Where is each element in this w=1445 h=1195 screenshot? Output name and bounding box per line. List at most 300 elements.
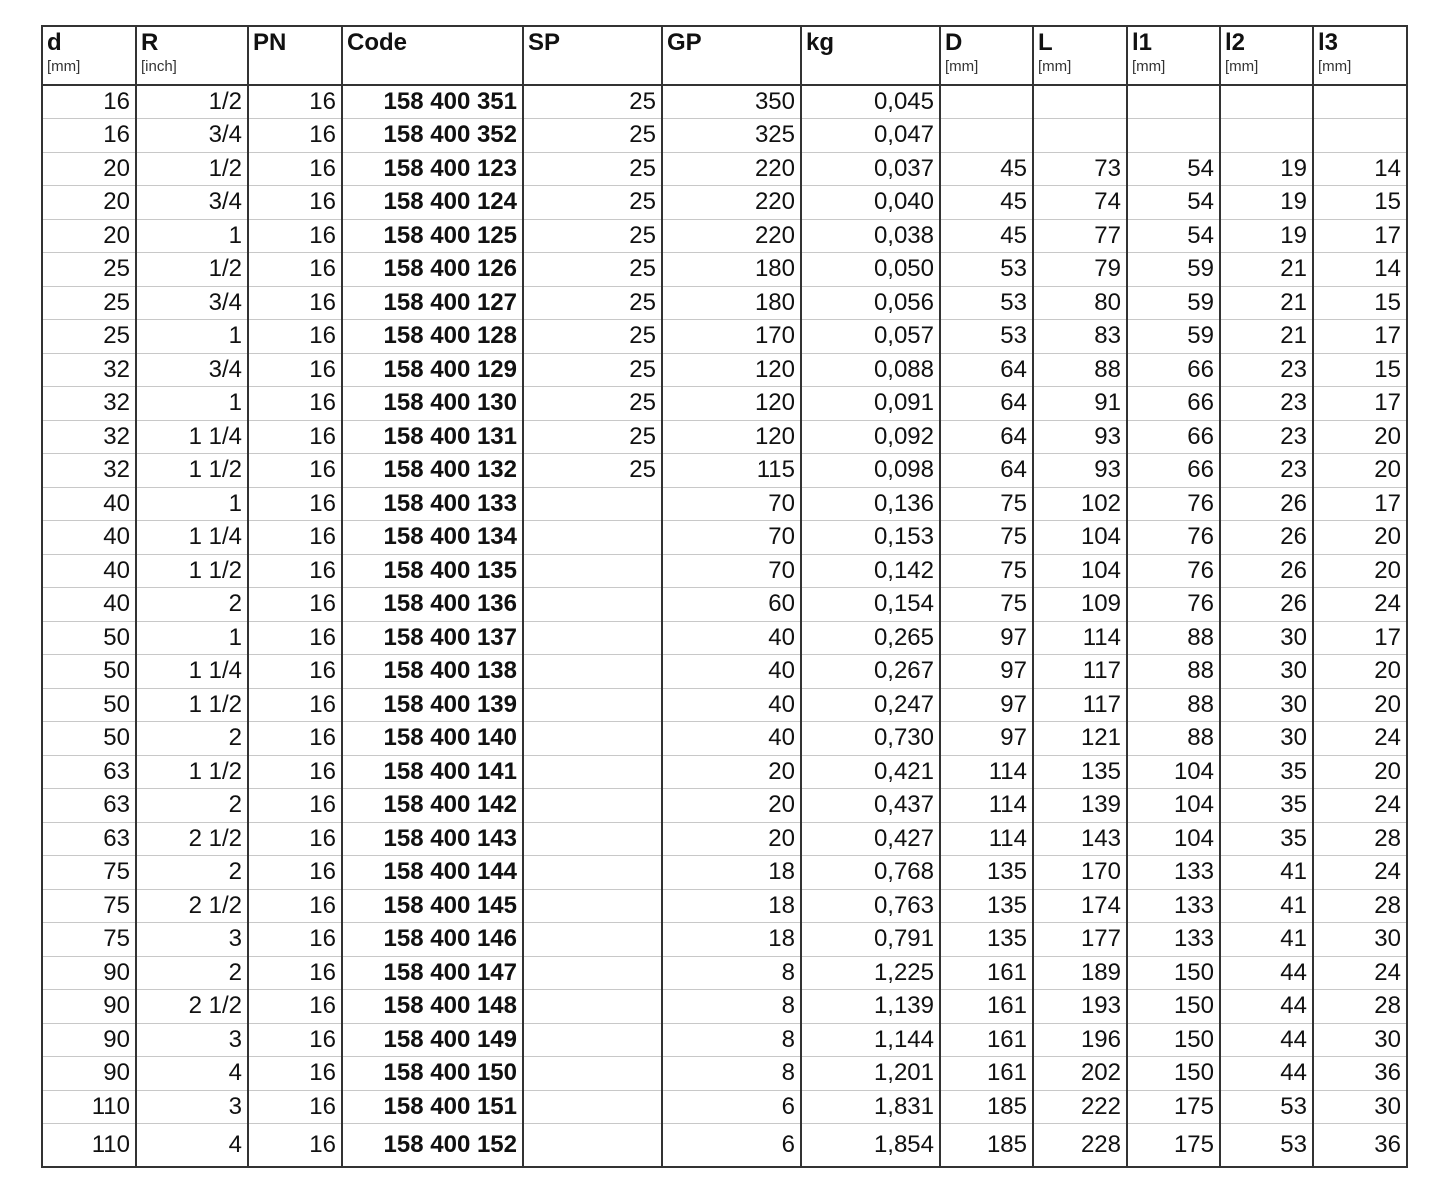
cell-pn: 16 — [248, 1090, 342, 1124]
cell-l3: 15 — [1313, 353, 1407, 387]
cell-gp: 70 — [662, 521, 801, 555]
cell-l1: 54 — [1127, 152, 1220, 186]
cell-d: 97 — [940, 621, 1033, 655]
cell-l: 80 — [1033, 286, 1127, 320]
cell-code: 158 400 130 — [342, 387, 523, 421]
cell-kg: 1,854 — [801, 1124, 940, 1167]
cell-l2: 44 — [1220, 990, 1313, 1024]
cell-l2: 23 — [1220, 387, 1313, 421]
cell-kg: 0,153 — [801, 521, 940, 555]
cell-l2: 30 — [1220, 655, 1313, 689]
cell-l3: 24 — [1313, 588, 1407, 622]
cell-code: 158 400 140 — [342, 722, 523, 756]
cell-l3: 20 — [1313, 454, 1407, 488]
cell-d: 185 — [940, 1124, 1033, 1167]
cell-pn: 16 — [248, 186, 342, 220]
cell-sp: 25 — [523, 353, 662, 387]
cell-l2 — [1220, 85, 1313, 119]
cell-l1: 76 — [1127, 521, 1220, 555]
table-row — [42, 253, 1407, 287]
cell-l2: 26 — [1220, 487, 1313, 521]
cell-code: 158 400 152 — [342, 1124, 523, 1167]
cell-kg: 0,265 — [801, 621, 940, 655]
cell-l2: 35 — [1220, 822, 1313, 856]
cell-l2: 44 — [1220, 1023, 1313, 1057]
cell-sp: 25 — [523, 454, 662, 488]
cell-l1: 54 — [1127, 186, 1220, 220]
cell-gp: 18 — [662, 889, 801, 923]
cell-l: 104 — [1033, 554, 1127, 588]
cell-d: 114 — [940, 755, 1033, 789]
table-row — [42, 387, 1407, 421]
cell-d: 75 — [42, 856, 136, 890]
cell-pn: 16 — [248, 688, 342, 722]
cell-kg: 0,045 — [801, 85, 940, 119]
cell-d: 75 — [940, 521, 1033, 555]
cell-pn: 16 — [248, 487, 342, 521]
cell-kg: 0,763 — [801, 889, 940, 923]
column-header-l2 — [1220, 26, 1313, 85]
cell-d — [940, 119, 1033, 153]
cell-l2: 41 — [1220, 923, 1313, 957]
cell-r: 2 — [136, 956, 248, 990]
cell-l3: 20 — [1313, 521, 1407, 555]
cell-l3: 30 — [1313, 923, 1407, 957]
cell-pn: 16 — [248, 789, 342, 823]
cell-l1: 88 — [1127, 722, 1220, 756]
cell-sp: 25 — [523, 219, 662, 253]
cell-pn: 16 — [248, 387, 342, 421]
cell-d: 110 — [42, 1090, 136, 1124]
cell-code: 158 400 351 — [342, 85, 523, 119]
cell-gp: 6 — [662, 1090, 801, 1124]
table-row — [42, 1023, 1407, 1057]
cell-sp — [523, 588, 662, 622]
cell-kg: 1,144 — [801, 1023, 940, 1057]
cell-d: 64 — [940, 353, 1033, 387]
cell-l2: 26 — [1220, 588, 1313, 622]
column-header-label: d — [47, 29, 62, 56]
cell-l: 222 — [1033, 1090, 1127, 1124]
cell-l: 104 — [1033, 521, 1127, 555]
cell-l1: 76 — [1127, 588, 1220, 622]
cell-gp: 20 — [662, 789, 801, 823]
cell-l3: 17 — [1313, 487, 1407, 521]
cell-l3: 24 — [1313, 856, 1407, 890]
cell-l3 — [1313, 119, 1407, 153]
cell-sp: 25 — [523, 186, 662, 220]
cell-l: 93 — [1033, 420, 1127, 454]
table-row — [42, 755, 1407, 789]
table-row — [42, 85, 1407, 119]
cell-d: 45 — [940, 186, 1033, 220]
cell-l1: 133 — [1127, 923, 1220, 957]
cell-l1: 88 — [1127, 688, 1220, 722]
cell-sp — [523, 1057, 662, 1091]
cell-d: 50 — [42, 655, 136, 689]
cell-code: 158 400 129 — [342, 353, 523, 387]
cell-kg: 0,047 — [801, 119, 940, 153]
cell-kg: 0,768 — [801, 856, 940, 890]
cell-l3: 20 — [1313, 655, 1407, 689]
cell-l3: 36 — [1313, 1057, 1407, 1091]
cell-r: 1 1/4 — [136, 655, 248, 689]
cell-d: 20 — [42, 186, 136, 220]
cell-sp: 25 — [523, 85, 662, 119]
cell-d: 161 — [940, 990, 1033, 1024]
cell-d: 63 — [42, 789, 136, 823]
cell-r: 4 — [136, 1124, 248, 1167]
cell-l: 177 — [1033, 923, 1127, 957]
cell-d: 135 — [940, 923, 1033, 957]
cell-d: 161 — [940, 956, 1033, 990]
cell-r: 3 — [136, 1023, 248, 1057]
cell-l3: 14 — [1313, 152, 1407, 186]
cell-gp: 180 — [662, 286, 801, 320]
cell-d: 161 — [940, 1023, 1033, 1057]
cell-sp — [523, 956, 662, 990]
cell-gp: 220 — [662, 186, 801, 220]
cell-d: 45 — [940, 152, 1033, 186]
column-header-kg — [801, 26, 940, 85]
cell-gp: 325 — [662, 119, 801, 153]
cell-pn: 16 — [248, 889, 342, 923]
cell-r: 3/4 — [136, 186, 248, 220]
cell-l2: 19 — [1220, 152, 1313, 186]
cell-kg: 0,421 — [801, 755, 940, 789]
cell-gp: 120 — [662, 387, 801, 421]
table-row — [42, 353, 1407, 387]
table-row — [42, 521, 1407, 555]
cell-l1: 76 — [1127, 554, 1220, 588]
cell-code: 158 400 126 — [342, 253, 523, 287]
cell-l1: 66 — [1127, 454, 1220, 488]
cell-l: 83 — [1033, 320, 1127, 354]
cell-l3: 24 — [1313, 956, 1407, 990]
cell-l3: 30 — [1313, 1023, 1407, 1057]
column-header-unit: [mm] — [1038, 58, 1072, 75]
cell-code: 158 400 145 — [342, 889, 523, 923]
cell-l: 228 — [1033, 1124, 1127, 1167]
column-header-d — [940, 26, 1033, 85]
column-header-label: Code — [347, 29, 407, 56]
cell-l1: 150 — [1127, 990, 1220, 1024]
cell-l: 91 — [1033, 387, 1127, 421]
cell-kg: 0,142 — [801, 554, 940, 588]
cell-pn: 16 — [248, 588, 342, 622]
cell-d: 53 — [940, 253, 1033, 287]
cell-l2: 21 — [1220, 320, 1313, 354]
cell-l3: 20 — [1313, 554, 1407, 588]
cell-pn: 16 — [248, 1057, 342, 1091]
cell-gp: 180 — [662, 253, 801, 287]
cell-d: 40 — [42, 588, 136, 622]
cell-pn: 16 — [248, 722, 342, 756]
cell-r: 3 — [136, 1090, 248, 1124]
cell-r: 2 — [136, 722, 248, 756]
cell-kg: 1,139 — [801, 990, 940, 1024]
cell-code: 158 400 133 — [342, 487, 523, 521]
cell-d: 75 — [42, 889, 136, 923]
table-row — [42, 119, 1407, 153]
column-header-l1 — [1127, 26, 1220, 85]
column-header-label: kg — [806, 29, 835, 56]
table-row — [42, 1090, 1407, 1124]
cell-code: 158 400 139 — [342, 688, 523, 722]
cell-sp — [523, 1023, 662, 1057]
cell-l2: 23 — [1220, 353, 1313, 387]
cell-code: 158 400 127 — [342, 286, 523, 320]
column-header-unit: [mm] — [47, 58, 81, 75]
cell-gp: 350 — [662, 85, 801, 119]
cell-d: 64 — [940, 454, 1033, 488]
table-row — [42, 554, 1407, 588]
column-header-label: l2 — [1225, 29, 1246, 56]
cell-l2: 44 — [1220, 1057, 1313, 1091]
cell-l1: 59 — [1127, 286, 1220, 320]
cell-l1: 59 — [1127, 320, 1220, 354]
cell-kg: 0,038 — [801, 219, 940, 253]
cell-l: 202 — [1033, 1057, 1127, 1091]
cell-sp: 25 — [523, 119, 662, 153]
cell-sp: 25 — [523, 286, 662, 320]
cell-d: 75 — [940, 487, 1033, 521]
cell-pn: 16 — [248, 521, 342, 555]
cell-pn: 16 — [248, 755, 342, 789]
cell-l1: 76 — [1127, 487, 1220, 521]
cell-d: 45 — [940, 219, 1033, 253]
cell-l1: 66 — [1127, 420, 1220, 454]
cell-r: 4 — [136, 1057, 248, 1091]
cell-gp: 120 — [662, 353, 801, 387]
table-row — [42, 1057, 1407, 1091]
cell-d: 90 — [42, 956, 136, 990]
column-header-gp — [662, 26, 801, 85]
cell-d: 16 — [42, 85, 136, 119]
cell-d: 64 — [940, 387, 1033, 421]
cell-r: 1 1/2 — [136, 755, 248, 789]
cell-gp: 8 — [662, 956, 801, 990]
cell-kg: 0,791 — [801, 923, 940, 957]
cell-pn: 16 — [248, 320, 342, 354]
cell-l: 117 — [1033, 655, 1127, 689]
cell-l3: 28 — [1313, 990, 1407, 1024]
cell-pn: 16 — [248, 353, 342, 387]
cell-l: 74 — [1033, 186, 1127, 220]
cell-d: 135 — [940, 889, 1033, 923]
table-row — [42, 655, 1407, 689]
cell-code: 158 400 123 — [342, 152, 523, 186]
cell-l: 189 — [1033, 956, 1127, 990]
table-row — [42, 956, 1407, 990]
cell-gp: 60 — [662, 588, 801, 622]
cell-d: 161 — [940, 1057, 1033, 1091]
cell-pn: 16 — [248, 420, 342, 454]
cell-kg: 1,831 — [801, 1090, 940, 1124]
cell-l: 193 — [1033, 990, 1127, 1024]
cell-gp: 8 — [662, 990, 801, 1024]
cell-l1 — [1127, 85, 1220, 119]
column-header-d — [42, 26, 136, 85]
cell-r: 1 1/2 — [136, 688, 248, 722]
cell-code: 158 400 149 — [342, 1023, 523, 1057]
cell-l3: 28 — [1313, 889, 1407, 923]
cell-kg: 1,225 — [801, 956, 940, 990]
cell-sp — [523, 554, 662, 588]
cell-r: 3/4 — [136, 119, 248, 153]
cell-pn: 16 — [248, 956, 342, 990]
cell-d: 185 — [940, 1090, 1033, 1124]
cell-d: 75 — [42, 923, 136, 957]
cell-l1: 175 — [1127, 1090, 1220, 1124]
cell-l: 139 — [1033, 789, 1127, 823]
cell-code: 158 400 138 — [342, 655, 523, 689]
cell-l2: 23 — [1220, 454, 1313, 488]
cell-code: 158 400 150 — [342, 1057, 523, 1091]
cell-d: 50 — [42, 621, 136, 655]
cell-d: 53 — [940, 286, 1033, 320]
table-row — [42, 621, 1407, 655]
cell-pn: 16 — [248, 1124, 342, 1167]
cell-gp: 40 — [662, 621, 801, 655]
cell-r: 1 — [136, 219, 248, 253]
cell-code: 158 400 134 — [342, 521, 523, 555]
cell-l2: 41 — [1220, 889, 1313, 923]
cell-gp: 220 — [662, 152, 801, 186]
cell-kg: 0,050 — [801, 253, 940, 287]
cell-pn: 16 — [248, 856, 342, 890]
cell-r: 1 — [136, 320, 248, 354]
cell-r: 1 — [136, 487, 248, 521]
cell-kg: 0,056 — [801, 286, 940, 320]
cell-code: 158 400 136 — [342, 588, 523, 622]
cell-l3: 17 — [1313, 320, 1407, 354]
cell-d: 50 — [42, 688, 136, 722]
cell-gp: 70 — [662, 554, 801, 588]
cell-d: 40 — [42, 554, 136, 588]
cell-l2: 21 — [1220, 253, 1313, 287]
cell-r: 2 — [136, 856, 248, 890]
cell-l2: 53 — [1220, 1090, 1313, 1124]
cell-d: 25 — [42, 320, 136, 354]
cell-d: 110 — [42, 1124, 136, 1167]
cell-code: 158 400 131 — [342, 420, 523, 454]
cell-sp: 25 — [523, 152, 662, 186]
cell-l: 88 — [1033, 353, 1127, 387]
cell-l3: 30 — [1313, 1090, 1407, 1124]
cell-l: 93 — [1033, 454, 1127, 488]
cell-l3: 36 — [1313, 1124, 1407, 1167]
cell-l3: 28 — [1313, 822, 1407, 856]
cell-kg: 0,247 — [801, 688, 940, 722]
cell-gp: 120 — [662, 420, 801, 454]
cell-pn: 16 — [248, 253, 342, 287]
cell-l1: 66 — [1127, 387, 1220, 421]
product-table-container — [41, 25, 1406, 1168]
column-header-unit: [mm] — [945, 58, 979, 75]
cell-l3: 17 — [1313, 387, 1407, 421]
cell-l: 170 — [1033, 856, 1127, 890]
table-row — [42, 487, 1407, 521]
table-row — [42, 889, 1407, 923]
cell-pn: 16 — [248, 554, 342, 588]
cell-l2: 19 — [1220, 219, 1313, 253]
cell-r: 2 — [136, 588, 248, 622]
cell-gp: 8 — [662, 1023, 801, 1057]
cell-r: 1/2 — [136, 253, 248, 287]
cell-kg: 0,040 — [801, 186, 940, 220]
column-header-unit: [mm] — [1132, 58, 1166, 75]
table-body — [42, 85, 1407, 1167]
cell-pn: 16 — [248, 152, 342, 186]
cell-d: 16 — [42, 119, 136, 153]
table-row — [42, 789, 1407, 823]
cell-d: 97 — [940, 688, 1033, 722]
cell-l3: 20 — [1313, 420, 1407, 454]
column-header-label: GP — [667, 29, 702, 56]
cell-r: 2 1/2 — [136, 889, 248, 923]
table-row — [42, 186, 1407, 220]
cell-d: 25 — [42, 286, 136, 320]
cell-d: 75 — [940, 554, 1033, 588]
cell-l: 77 — [1033, 219, 1127, 253]
cell-code: 158 400 124 — [342, 186, 523, 220]
cell-l3: 20 — [1313, 688, 1407, 722]
cell-d: 25 — [42, 253, 136, 287]
cell-l3: 15 — [1313, 286, 1407, 320]
cell-r: 2 1/2 — [136, 990, 248, 1024]
cell-r: 2 — [136, 789, 248, 823]
cell-kg: 0,437 — [801, 789, 940, 823]
column-header-sp — [523, 26, 662, 85]
cell-r: 1 — [136, 387, 248, 421]
cell-sp — [523, 722, 662, 756]
column-header-label: l3 — [1318, 29, 1339, 56]
cell-d: 50 — [42, 722, 136, 756]
cell-l1: 150 — [1127, 1023, 1220, 1057]
cell-code: 158 400 142 — [342, 789, 523, 823]
cell-code: 158 400 137 — [342, 621, 523, 655]
cell-l1: 88 — [1127, 621, 1220, 655]
cell-d: 114 — [940, 789, 1033, 823]
cell-sp — [523, 755, 662, 789]
cell-sp — [523, 1090, 662, 1124]
cell-r: 3 — [136, 923, 248, 957]
cell-gp: 20 — [662, 822, 801, 856]
cell-r: 1/2 — [136, 152, 248, 186]
cell-code: 158 400 141 — [342, 755, 523, 789]
table-row — [42, 688, 1407, 722]
cell-r: 1 1/4 — [136, 420, 248, 454]
cell-d: 63 — [42, 822, 136, 856]
cell-kg: 0,267 — [801, 655, 940, 689]
cell-l1: 104 — [1127, 822, 1220, 856]
cell-l2: 19 — [1220, 186, 1313, 220]
cell-kg: 0,427 — [801, 822, 940, 856]
column-header-unit: [inch] — [141, 58, 177, 75]
cell-d: 40 — [42, 487, 136, 521]
cell-sp — [523, 923, 662, 957]
cell-l1: 54 — [1127, 219, 1220, 253]
cell-code: 158 400 148 — [342, 990, 523, 1024]
cell-pn: 16 — [248, 621, 342, 655]
cell-l3 — [1313, 85, 1407, 119]
cell-l1: 104 — [1127, 789, 1220, 823]
cell-l: 135 — [1033, 755, 1127, 789]
cell-code: 158 400 143 — [342, 822, 523, 856]
table-row — [42, 1124, 1407, 1167]
cell-pn: 16 — [248, 1023, 342, 1057]
